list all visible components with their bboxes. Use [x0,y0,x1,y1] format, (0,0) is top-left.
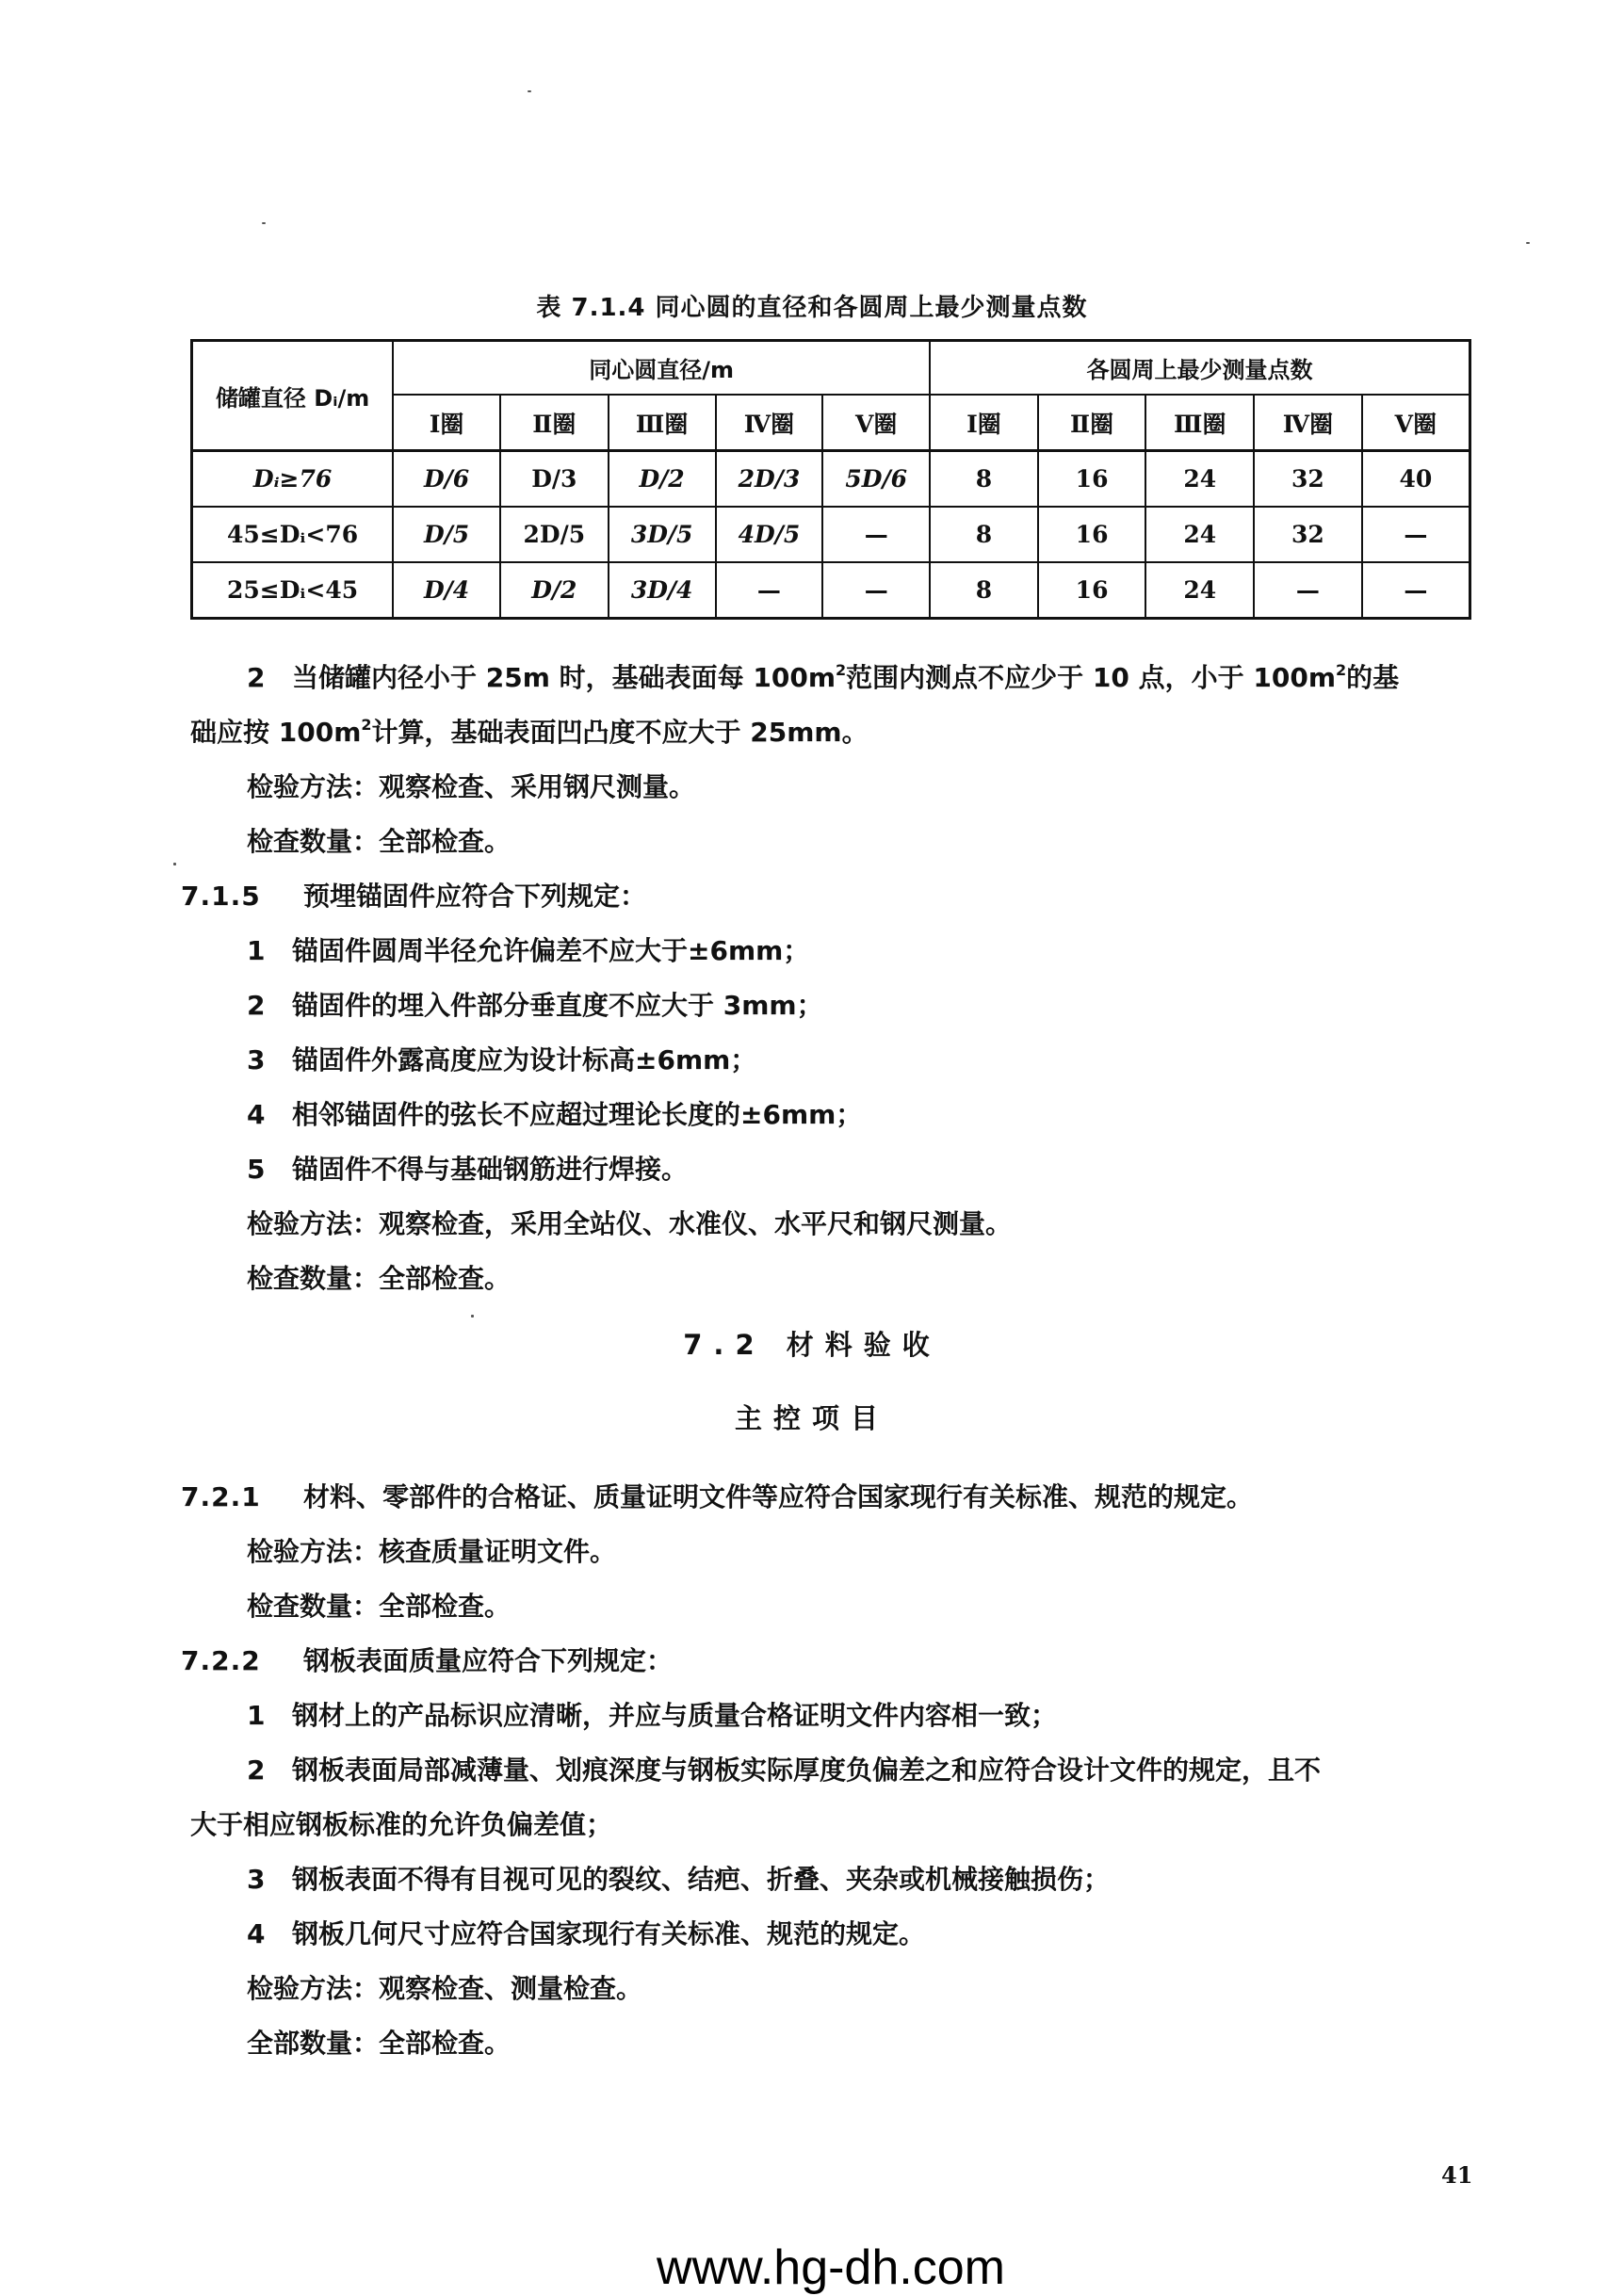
superscript: 2 [836,661,847,679]
points-cell: 24 [1145,562,1254,619]
diameter-cell: 3D/5 [609,507,716,562]
section-title: 钢板表面质量应符合下列规定： [303,1645,674,1676]
scan-speck [528,90,531,92]
ring-label: Ⅴ圈 [822,395,930,451]
points-cell: 16 [1038,562,1146,619]
item-number: 2 [247,1754,266,1786]
diameter-cell: D/2 [500,562,609,619]
points-cell: 24 [1145,507,1254,562]
diameter-cell: 2D/3 [716,451,823,508]
scan-speck [173,863,176,865]
item-text: 锚固件的埋入件部分垂直度不应大于 3mm； [292,990,823,1021]
points-cell: 16 [1038,451,1146,508]
ring-label: Ⅱ圈 [1038,395,1146,451]
item-2-line-2 [190,706,869,759]
points-cell: 16 [1038,507,1146,562]
points-cell: 8 [930,451,1038,508]
item-text: 锚固件外露高度应为设计标高±6mm； [292,1044,757,1075]
section-heading: 7.2 材料验收 [683,1329,941,1361]
range-cell: 25≤Dᵢ<45 [192,562,394,619]
points-cell: 32 [1254,451,1362,508]
diameter-cell: 4D/5 [716,507,823,562]
range-cell: Dᵢ≥76 [192,451,394,508]
item-text: 钢材上的产品标识应清晰，并应与质量合格证明文件内容相一致； [292,1700,1058,1731]
diameter-cell: 3D/4 [609,562,716,619]
inspection-method: 检验方法：观察检查、测量检查。 [247,1973,643,2004]
group-header-points: 各圆周上最少测量点数 [930,341,1470,396]
item-text: 的基 [1346,662,1400,693]
section-7-2-2-title [181,1635,673,1688]
list-item-continuation: 大于相应钢板标准的允许负偏差值； [190,1809,613,1840]
group-header-diameter: 同心圆直径/m [393,341,930,396]
diameter-cell: D/5 [393,507,500,562]
list-item [247,925,809,978]
points-cell: 32 [1254,507,1362,562]
item-number: 4 [247,1918,266,1949]
section-text: 材料、零部件的合格证、质量证明文件等应符合国家现行有关标准、规范的规定。 [303,1481,1254,1512]
table-header-row [192,341,1470,396]
points-cell: 8 [930,562,1038,619]
item-number: 1 [247,935,266,966]
diameter-cell: — [822,562,930,619]
diameter-cell: 2D/5 [500,507,609,562]
diameter-cell: D/3 [500,451,609,508]
inspection-quantity: 检查数量：全部检查。 [247,1263,512,1294]
inspection-method: 检验方法：观察检查、采用钢尺测量。 [247,771,696,802]
scan-speck [471,1315,474,1318]
list-item [247,1744,1321,1797]
points-cell: 40 [1362,451,1470,508]
item-number: 2 [247,990,266,1021]
points-cell: — [1254,562,1362,619]
ring-label: Ⅲ圈 [609,395,716,451]
item-text: 范围内测点不应少于 10 点，小于 100m [846,662,1336,693]
section-7-1-5-title [181,870,646,923]
item-text: 钢板几何尺寸应符合国家现行有关标准、规范的规定。 [292,1918,926,1949]
scan-speck [262,222,266,224]
section-7-2-1 [181,1471,1253,1524]
item-text: 钢板表面不得有目视可见的裂纹、结疤、折叠、夹杂或机械接触损伤； [292,1864,1111,1895]
points-cell: — [1362,562,1470,619]
item-text: 当储罐内径小于 25m 时，基础表面每 100m [292,662,836,693]
list-item [247,1853,1110,1906]
inspection-method: 检验方法：观察检查，采用全站仪、水准仪、水平尺和钢尺测量。 [247,1208,1013,1239]
ring-label: Ⅱ圈 [500,395,609,451]
item-number: 3 [247,1864,266,1895]
section-number: 7.2.2 [181,1645,261,1676]
measurement-table [190,339,1471,620]
points-cell: 24 [1145,451,1254,508]
item-number: 2 [247,662,266,693]
item-number: 5 [247,1154,266,1185]
superscript: 2 [361,716,372,734]
list-item [247,1690,1057,1742]
points-cell: 8 [930,507,1038,562]
table-row [192,562,1470,619]
section-title: 预埋锚固件应符合下列规定： [303,881,647,912]
list-item [247,1143,688,1196]
diameter-cell: D/4 [393,562,500,619]
diameter-cell: D/6 [393,451,500,508]
item-text: 锚固件圆周半径允许偏差不应大于±6mm； [292,935,810,966]
list-item [247,1908,925,1961]
item-number: 3 [247,1044,266,1075]
ring-label: Ⅳ圈 [716,395,823,451]
inspection-quantity: 全部数量：全部检查。 [247,2028,512,2059]
diameter-cell: 5D/6 [822,451,930,508]
list-item [247,1089,862,1141]
ring-label: Ⅰ圈 [930,395,1038,451]
page-number: 41 [1441,2161,1473,2189]
superscript: 2 [1336,661,1347,679]
range-cell: 45≤Dᵢ<76 [192,507,394,562]
item-text: 相邻锚固件的弦长不应超过理论长度的±6mm； [292,1099,863,1130]
points-cell: — [1362,507,1470,562]
list-item [247,979,823,1032]
item-number: 1 [247,1700,266,1731]
row-header-label: 储罐直径 Dᵢ/m [215,384,370,412]
ring-label: Ⅰ圈 [393,395,500,451]
item-text: 锚固件不得与基础钢筋进行焊接。 [292,1154,689,1185]
section-number: 7.1.5 [181,881,261,912]
row-header-cell [192,341,394,451]
item-text: 计算，基础表面凹凸度不应大于 25mm。 [371,717,869,748]
watermark-url: www.hg-dh.com [657,2240,1005,2295]
table-row [192,507,1470,562]
diameter-cell: — [822,507,930,562]
list-item [247,1034,756,1087]
item-text: 钢板表面局部减薄量、划痕深度与钢板实际厚度负偏差之和应符合设计文件的规定，且不 [292,1754,1322,1786]
inspection-quantity: 检查数量：全部检查。 [247,826,512,857]
item-text: 础应按 100m [190,717,362,748]
table-title: 表 7.1.4 同心圆的直径和各圆周上最少测量点数 [536,294,1088,322]
inspection-method: 检验方法：核查质量证明文件。 [247,1536,617,1567]
ring-label: Ⅴ圈 [1362,395,1470,451]
item-number: 4 [247,1099,266,1130]
item-2-line-1 [247,652,1399,704]
diameter-cell: D/2 [609,451,716,508]
ring-label: Ⅳ圈 [1254,395,1362,451]
diameter-cell: — [716,562,823,619]
ring-label: Ⅲ圈 [1145,395,1254,451]
inspection-quantity: 检查数量：全部检查。 [247,1591,512,1622]
subsection-heading: 主控项目 [734,1402,889,1434]
scan-speck [1526,242,1530,244]
section-number: 7.2.1 [181,1481,261,1512]
table-row [192,451,1470,508]
